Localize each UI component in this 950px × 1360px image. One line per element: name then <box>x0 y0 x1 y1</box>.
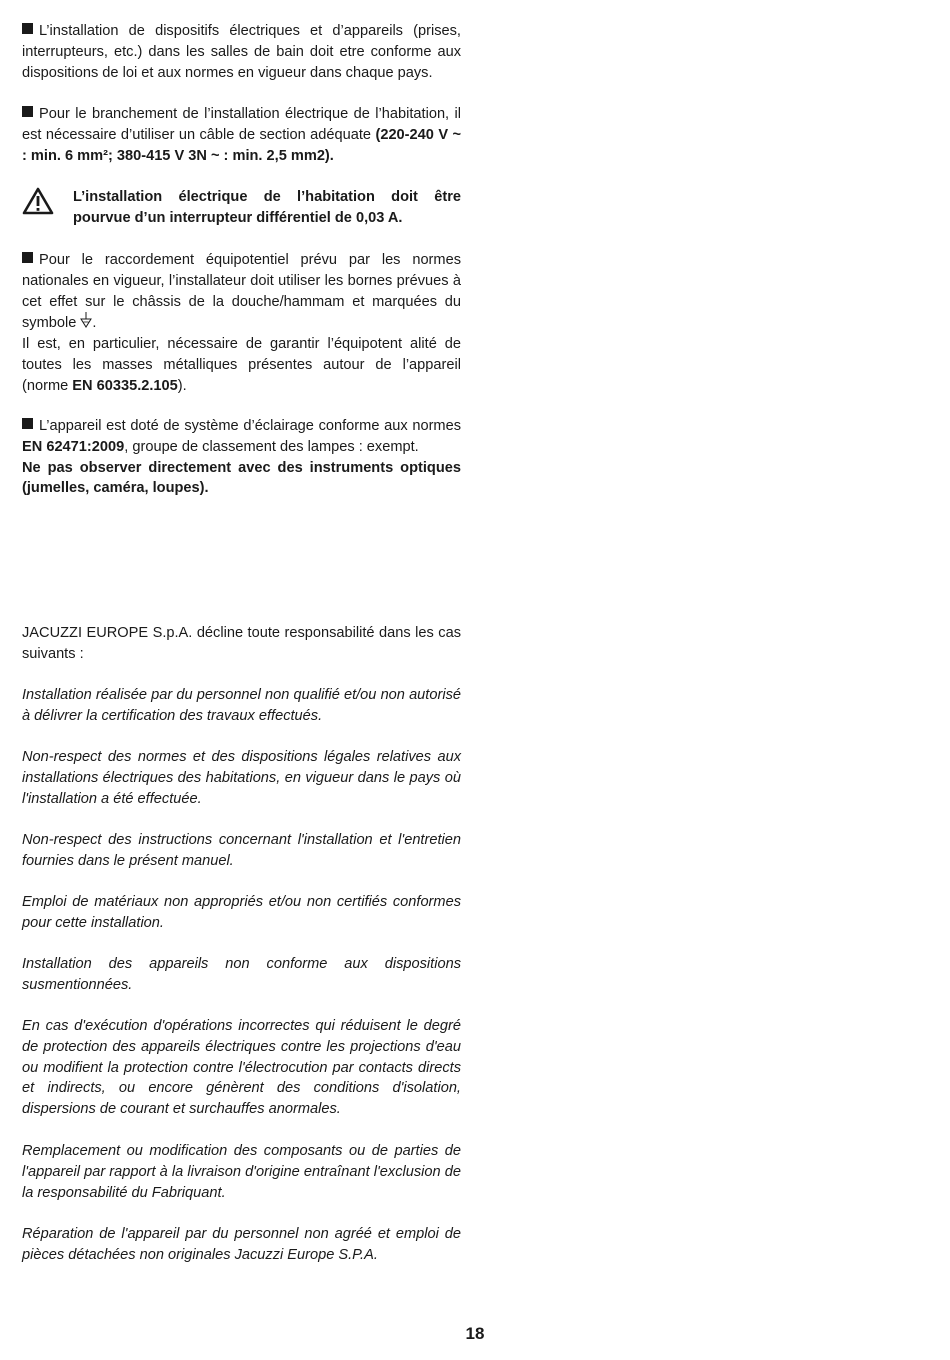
disclaimer-item-text: En cas d'exécution d'opérations incorrectes qui réduisent le degré de protection des appareils électriques contre les projections d'eau ou modifient la protection contre l'électrocution par contacts directs et indirects, ou encore génèrent des conditions d'isolation, dispersions de courant et surchauffes anormales. <box>22 1018 461 1118</box>
paragraph-text: L’appareil est doté de système d’éclairage conforme aux normes <box>39 418 461 434</box>
paragraph-text: Pour le raccordement équipotentiel prévu par les normes nationales en vigueur, l’installateur doit utiliser les bornes prévues à cet effet sur le châssis de la douche/hammam et marquées du symbole <box>22 252 461 332</box>
disclaimer-item <box>22 1016 461 1120</box>
sentence-end: ). <box>177 377 187 394</box>
paragraph-text: Pour le branchement de l’installation électrique de l’habitation, il est nécessaire d’utiliser un câble de section adéquate <box>22 106 461 143</box>
disclaimer-item <box>22 685 461 727</box>
disclaimer-item <box>22 1224 461 1266</box>
earth-ground-symbol-icon <box>80 312 92 328</box>
bullet-square-icon <box>22 252 33 263</box>
norm-reference: EN 62471:2009 <box>22 438 125 455</box>
sentence-end: . <box>92 315 97 332</box>
bullet-square-icon <box>22 418 33 429</box>
disclaimer-item-text: Emploi de matériaux non appropriés et/ou non certifiés conformes pour cette installation. <box>22 894 461 931</box>
warning-triangle-icon <box>22 187 54 215</box>
page-number: 18 <box>465 1324 485 1343</box>
norm-reference: EN 60335.2.105 <box>72 377 178 394</box>
bullet-square-icon <box>22 106 33 117</box>
paragraph-cable-section <box>22 104 461 166</box>
paragraph-text-end: , groupe de classement des lampes : exempt. <box>124 438 419 455</box>
disclaimer-item-text: Installation des appareils non conforme aux dispositions susmentionnées. <box>22 956 461 993</box>
paragraph-text: L’installation de dispositifs électriques et d’appareils (prises, interrupteurs, etc.) dans les salles de bain doit etre conforme aux dispositions de loi et aux normes en vigueur dans chaque pays. <box>22 23 461 81</box>
disclaimer-item-text: Non-respect des instructions concernant l'installation et l'entretien fournies dans le présent manuel. <box>22 832 461 869</box>
paragraph-lighting <box>22 416 461 499</box>
paragraph-equipotential <box>22 250 461 397</box>
disclaimer-item <box>22 954 461 996</box>
disclaimer-intro-text: JACUZZI EUROPE S.p.A. décline toute responsabilité dans les cas suivants : <box>22 625 461 662</box>
disclaimer-item <box>22 830 461 872</box>
bullet-square-icon <box>22 23 33 34</box>
disclaimer-intro <box>22 623 461 665</box>
cable-spec: (220-240 V ~ : min. 6 mm²; 380-415 V 3N ~ : min. 2,5 mm2). <box>22 126 461 164</box>
disclaimer-item-text: Installation réalisée par du personnel non qualifié et/ou non autorisé à délivrer la certification des travaux effectués. <box>22 687 461 724</box>
paragraph-installation-norms <box>22 21 461 83</box>
disclaimer-item <box>22 892 461 934</box>
paragraph-text: Il est, en particulier, nécessaire de garantir l’équipotent alité de toutes les masses métalliques présentes autour de l’appareil (norme <box>22 336 461 394</box>
disclaimer-item-text: Réparation de l'appareil par du personnel non agréé et emploi de pièces détachées non originales Jacuzzi Europe S.P.A. <box>22 1226 461 1263</box>
disclaimer-item-text: Remplacement ou modification des composants ou de parties de l'appareil par rapport à la livraison d'origine entraînant l'exclusion de la responsabilité du Fabriquant. <box>22 1143 461 1201</box>
disclaimer-item-text: Non-respect des normes et des dispositions légales relatives aux installations électriques des habitations, en vigueur dans le pays où l'installation a été effectuée. <box>22 749 461 807</box>
disclaimer-item <box>22 1141 461 1203</box>
warning-text: L’installation électrique de l’habitation doit être pourvue d’un interrupteur différentiel de 0,03 A. <box>73 189 461 226</box>
optical-warning: Ne pas observer directement avec des instruments optiques (jumelles, caméra, loupes). <box>22 459 461 497</box>
disclaimer-item <box>22 747 461 809</box>
